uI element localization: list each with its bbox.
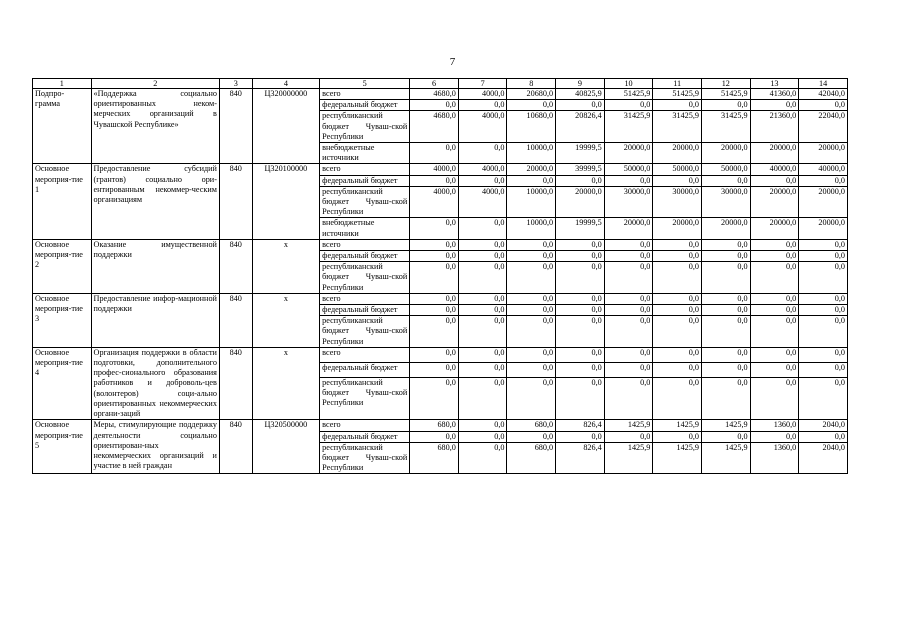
value-cell: 51425,9: [604, 89, 653, 100]
value-cell: 0,0: [799, 251, 848, 262]
value-cell: 0,0: [653, 262, 702, 294]
value-cell: 31425,9: [653, 111, 702, 143]
value-cell: 680,0: [507, 420, 556, 431]
column-header: 10: [604, 79, 653, 89]
value-cell: 0,0: [507, 239, 556, 250]
value-cell: 0,0: [750, 305, 799, 316]
grbs-cell: 840: [219, 164, 252, 239]
value-cell: 0,0: [653, 175, 702, 186]
value-cell: 0,0: [410, 218, 459, 239]
value-cell: 50000,0: [653, 164, 702, 175]
column-header: 5: [320, 79, 410, 89]
value-cell: 0,0: [458, 143, 507, 164]
grbs-cell: 840: [219, 347, 252, 419]
column-header: 1: [33, 79, 92, 89]
value-cell: 50000,0: [701, 164, 750, 175]
value-cell: 0,0: [556, 262, 605, 294]
value-cell: 0,0: [653, 316, 702, 348]
value-cell: 0,0: [604, 100, 653, 111]
value-cell: 40000,0: [799, 164, 848, 175]
value-cell: 20000,0: [507, 164, 556, 175]
value-cell: 0,0: [556, 362, 605, 377]
column-header: 14: [799, 79, 848, 89]
funding-source-cell: федеральный бюджет: [320, 175, 410, 186]
value-cell: 0,0: [701, 293, 750, 304]
value-cell: 680,0: [507, 442, 556, 474]
value-cell: 0,0: [458, 100, 507, 111]
value-cell: 20000,0: [750, 186, 799, 218]
value-cell: 20000,0: [653, 143, 702, 164]
value-cell: 0,0: [604, 362, 653, 377]
value-cell: 0,0: [458, 377, 507, 419]
grbs-cell: 840: [219, 89, 252, 164]
value-cell: 0,0: [458, 362, 507, 377]
value-cell: 0,0: [701, 251, 750, 262]
value-cell: 30000,0: [653, 186, 702, 218]
value-cell: 31425,9: [604, 111, 653, 143]
funding-source-cell: всего: [320, 347, 410, 362]
value-cell: 4000,0: [458, 164, 507, 175]
value-cell: 0,0: [604, 175, 653, 186]
table-row: [33, 293, 848, 304]
value-cell: 4000,0: [458, 89, 507, 100]
value-cell: 0,0: [604, 316, 653, 348]
value-cell: 20000,0: [799, 143, 848, 164]
status-cell: Основное мероприя-тие 4: [33, 347, 92, 419]
value-cell: 0,0: [799, 305, 848, 316]
value-cell: 0,0: [799, 362, 848, 377]
funding-source-cell: внебюджетные источники: [320, 143, 410, 164]
value-cell: 0,0: [507, 362, 556, 377]
column-header: 11: [653, 79, 702, 89]
funding-source-cell: федеральный бюджет: [320, 362, 410, 377]
value-cell: 51425,9: [701, 89, 750, 100]
code-cell: Ц320100000: [252, 164, 320, 239]
value-cell: 0,0: [750, 175, 799, 186]
value-cell: 4000,0: [458, 111, 507, 143]
value-cell: 0,0: [653, 362, 702, 377]
value-cell: 20000,0: [750, 218, 799, 239]
value-cell: 0,0: [701, 100, 750, 111]
value-cell: 0,0: [604, 239, 653, 250]
value-cell: 31425,9: [701, 111, 750, 143]
value-cell: 0,0: [799, 293, 848, 304]
funding-source-cell: федеральный бюджет: [320, 305, 410, 316]
funding-source-cell: республиканский бюджет Чуваш-ской Республики: [320, 316, 410, 348]
value-cell: 0,0: [653, 251, 702, 262]
value-cell: 0,0: [701, 175, 750, 186]
value-cell: 0,0: [653, 377, 702, 419]
value-cell: 1360,0: [750, 420, 799, 431]
status-cell: Основное мероприя-тие 2: [33, 239, 92, 293]
program-name-cell: Меры, стимулирующие поддержку деятельности социально ориентирован-ных некоммерческих организаций и участие в ней граждан: [91, 420, 219, 474]
value-cell: 0,0: [556, 239, 605, 250]
value-cell: 0,0: [799, 175, 848, 186]
value-cell: 51425,9: [653, 89, 702, 100]
value-cell: 0,0: [750, 362, 799, 377]
column-header: 7: [458, 79, 507, 89]
value-cell: 0,0: [556, 316, 605, 348]
value-cell: 0,0: [701, 262, 750, 294]
funding-source-cell: федеральный бюджет: [320, 431, 410, 442]
value-cell: 0,0: [799, 347, 848, 362]
funding-source-cell: республиканский бюджет Чуваш-ской Республики: [320, 442, 410, 474]
value-cell: 4680,0: [410, 89, 459, 100]
value-cell: 21360,0: [750, 111, 799, 143]
value-cell: 1425,9: [701, 420, 750, 431]
value-cell: 0,0: [458, 431, 507, 442]
value-cell: 4000,0: [410, 164, 459, 175]
value-cell: 0,0: [410, 262, 459, 294]
value-cell: 41360,0: [750, 89, 799, 100]
code-cell: x: [252, 293, 320, 347]
value-cell: 40825,9: [556, 89, 605, 100]
table-row: [33, 347, 848, 362]
value-cell: 20000,0: [701, 218, 750, 239]
value-cell: 0,0: [458, 218, 507, 239]
value-cell: 0,0: [799, 377, 848, 419]
value-cell: 0,0: [410, 293, 459, 304]
value-cell: 50000,0: [604, 164, 653, 175]
value-cell: 0,0: [410, 362, 459, 377]
program-name-cell: Оказание имущественной поддержки: [91, 239, 219, 293]
value-cell: 1425,9: [604, 420, 653, 431]
value-cell: 0,0: [556, 431, 605, 442]
value-cell: 2040,0: [799, 442, 848, 474]
value-cell: 0,0: [653, 347, 702, 362]
value-cell: 0,0: [653, 239, 702, 250]
funding-source-cell: всего: [320, 420, 410, 431]
value-cell: 0,0: [410, 100, 459, 111]
value-cell: 0,0: [410, 251, 459, 262]
program-name-cell: Предоставление субсидий (грантов) социально ори-ентированным некоммер-ческим организациям: [91, 164, 219, 239]
value-cell: 0,0: [701, 316, 750, 348]
value-cell: 0,0: [653, 293, 702, 304]
value-cell: 0,0: [556, 175, 605, 186]
value-cell: 0,0: [701, 431, 750, 442]
funding-source-cell: всего: [320, 293, 410, 304]
value-cell: 0,0: [799, 239, 848, 250]
value-cell: 0,0: [410, 175, 459, 186]
value-cell: 4680,0: [410, 111, 459, 143]
value-cell: 0,0: [410, 431, 459, 442]
value-cell: 20680,0: [507, 89, 556, 100]
table-row: [33, 89, 848, 100]
column-header: 6: [410, 79, 459, 89]
funding-source-cell: федеральный бюджет: [320, 251, 410, 262]
value-cell: 20000,0: [653, 218, 702, 239]
value-cell: 22040,0: [799, 111, 848, 143]
value-cell: 0,0: [410, 377, 459, 419]
value-cell: 0,0: [604, 262, 653, 294]
value-cell: 1425,9: [653, 442, 702, 474]
value-cell: 42040,0: [799, 89, 848, 100]
value-cell: 19999,5: [556, 218, 605, 239]
value-cell: 0,0: [653, 305, 702, 316]
funding-source-cell: республиканский бюджет Чуваш-ской Республики: [320, 186, 410, 218]
funding-source-cell: республиканский бюджет Чуваш-ской Республики: [320, 262, 410, 294]
value-cell: 0,0: [750, 431, 799, 442]
value-cell: 4000,0: [458, 186, 507, 218]
value-cell: 0,0: [701, 305, 750, 316]
column-header: 2: [91, 79, 219, 89]
value-cell: 0,0: [750, 100, 799, 111]
value-cell: 1360,0: [750, 442, 799, 474]
value-cell: 4000,0: [410, 186, 459, 218]
value-cell: 0,0: [750, 239, 799, 250]
header-row: [33, 79, 848, 89]
funding-source-cell: всего: [320, 89, 410, 100]
code-cell: x: [252, 347, 320, 419]
value-cell: 680,0: [410, 442, 459, 474]
value-cell: 0,0: [458, 239, 507, 250]
value-cell: 0,0: [604, 347, 653, 362]
value-cell: 0,0: [556, 100, 605, 111]
value-cell: 20000,0: [604, 218, 653, 239]
value-cell: 0,0: [507, 175, 556, 186]
value-cell: 0,0: [458, 420, 507, 431]
budget-table: [32, 78, 848, 474]
funding-source-cell: внебюджетные источники: [320, 218, 410, 239]
value-cell: 10680,0: [507, 111, 556, 143]
value-cell: 0,0: [507, 251, 556, 262]
table-row: [33, 164, 848, 175]
funding-source-cell: республиканский бюджет Чуваш-ской Республики: [320, 377, 410, 419]
value-cell: 0,0: [507, 305, 556, 316]
value-cell: 0,0: [507, 293, 556, 304]
value-cell: 0,0: [750, 316, 799, 348]
value-cell: 0,0: [507, 377, 556, 419]
value-cell: 30000,0: [701, 186, 750, 218]
value-cell: 0,0: [799, 431, 848, 442]
value-cell: 0,0: [701, 377, 750, 419]
value-cell: 0,0: [556, 347, 605, 362]
funding-source-cell: федеральный бюджет: [320, 100, 410, 111]
value-cell: 0,0: [556, 305, 605, 316]
value-cell: 0,0: [604, 305, 653, 316]
value-cell: 0,0: [556, 293, 605, 304]
value-cell: 0,0: [458, 262, 507, 294]
value-cell: 20000,0: [799, 186, 848, 218]
value-cell: 1425,9: [653, 420, 702, 431]
value-cell: 1425,9: [701, 442, 750, 474]
value-cell: 0,0: [507, 431, 556, 442]
value-cell: 10000,0: [507, 218, 556, 239]
value-cell: 0,0: [458, 251, 507, 262]
value-cell: 20000,0: [799, 218, 848, 239]
value-cell: 0,0: [507, 262, 556, 294]
value-cell: 0,0: [701, 347, 750, 362]
value-cell: 0,0: [410, 316, 459, 348]
value-cell: 0,0: [604, 431, 653, 442]
value-cell: 0,0: [458, 293, 507, 304]
value-cell: 826,4: [556, 420, 605, 431]
value-cell: 0,0: [410, 239, 459, 250]
program-name-cell: «Поддержка социально ориентированных неком-мерческих организаций в Чувашской Республике»: [91, 89, 219, 164]
column-header: 8: [507, 79, 556, 89]
value-cell: 0,0: [799, 262, 848, 294]
value-cell: 0,0: [556, 377, 605, 419]
code-cell: x: [252, 239, 320, 293]
column-header: 3: [219, 79, 252, 89]
funding-source-cell: всего: [320, 239, 410, 250]
value-cell: 0,0: [750, 293, 799, 304]
grbs-cell: 840: [219, 239, 252, 293]
status-cell: Основное мероприя-тие 1: [33, 164, 92, 239]
funding-source-cell: республиканский бюджет Чуваш-ской Республики: [320, 111, 410, 143]
code-cell: Ц320500000: [252, 420, 320, 474]
value-cell: 39999,5: [556, 164, 605, 175]
value-cell: 0,0: [750, 262, 799, 294]
value-cell: 0,0: [410, 347, 459, 362]
value-cell: 0,0: [701, 362, 750, 377]
value-cell: 10000,0: [507, 186, 556, 218]
value-cell: 20000,0: [604, 143, 653, 164]
value-cell: 10000,0: [507, 143, 556, 164]
status-cell: Основное мероприя-тие 3: [33, 293, 92, 347]
funding-source-cell: всего: [320, 164, 410, 175]
value-cell: 0,0: [799, 316, 848, 348]
value-cell: 30000,0: [604, 186, 653, 218]
value-cell: 0,0: [410, 143, 459, 164]
status-cell: Подпро-грамма: [33, 89, 92, 164]
value-cell: 0,0: [750, 377, 799, 419]
value-cell: 0,0: [701, 239, 750, 250]
value-cell: 0,0: [604, 251, 653, 262]
value-cell: 0,0: [458, 442, 507, 474]
value-cell: 0,0: [458, 175, 507, 186]
value-cell: 0,0: [750, 251, 799, 262]
value-cell: 0,0: [604, 293, 653, 304]
column-header: 4: [252, 79, 320, 89]
value-cell: 1425,9: [604, 442, 653, 474]
value-cell: 0,0: [458, 316, 507, 348]
value-cell: 0,0: [507, 100, 556, 111]
column-header: 13: [750, 79, 799, 89]
value-cell: 0,0: [556, 251, 605, 262]
value-cell: 0,0: [507, 347, 556, 362]
code-cell: Ц320000000: [252, 89, 320, 164]
value-cell: 826,4: [556, 442, 605, 474]
grbs-cell: 840: [219, 293, 252, 347]
value-cell: 2040,0: [799, 420, 848, 431]
program-name-cell: Организация поддержки в области подготовки, дополнительного профес-сионального образования работников и доброволь-цев (волонтеров) соци-ально ориентированных некоммерческих органи-заций: [91, 347, 219, 419]
value-cell: 0,0: [410, 305, 459, 316]
value-cell: 19999,5: [556, 143, 605, 164]
value-cell: 20000,0: [556, 186, 605, 218]
program-name-cell: Предоставление инфор-мационной поддержки: [91, 293, 219, 347]
value-cell: 0,0: [458, 347, 507, 362]
value-cell: 680,0: [410, 420, 459, 431]
table-row: [33, 420, 848, 431]
value-cell: 0,0: [507, 316, 556, 348]
value-cell: 0,0: [750, 347, 799, 362]
column-header: 12: [701, 79, 750, 89]
value-cell: 20000,0: [701, 143, 750, 164]
column-header: 9: [556, 79, 605, 89]
value-cell: 40000,0: [750, 164, 799, 175]
value-cell: 0,0: [653, 100, 702, 111]
value-cell: 20000,0: [750, 143, 799, 164]
value-cell: 0,0: [458, 305, 507, 316]
value-cell: 20826,4: [556, 111, 605, 143]
value-cell: 0,0: [799, 100, 848, 111]
table-row: [33, 239, 848, 250]
page-number: 7: [449, 56, 456, 68]
status-cell: Основное мероприя-тие 5: [33, 420, 92, 474]
value-cell: 0,0: [604, 377, 653, 419]
value-cell: 0,0: [653, 431, 702, 442]
grbs-cell: 840: [219, 420, 252, 474]
